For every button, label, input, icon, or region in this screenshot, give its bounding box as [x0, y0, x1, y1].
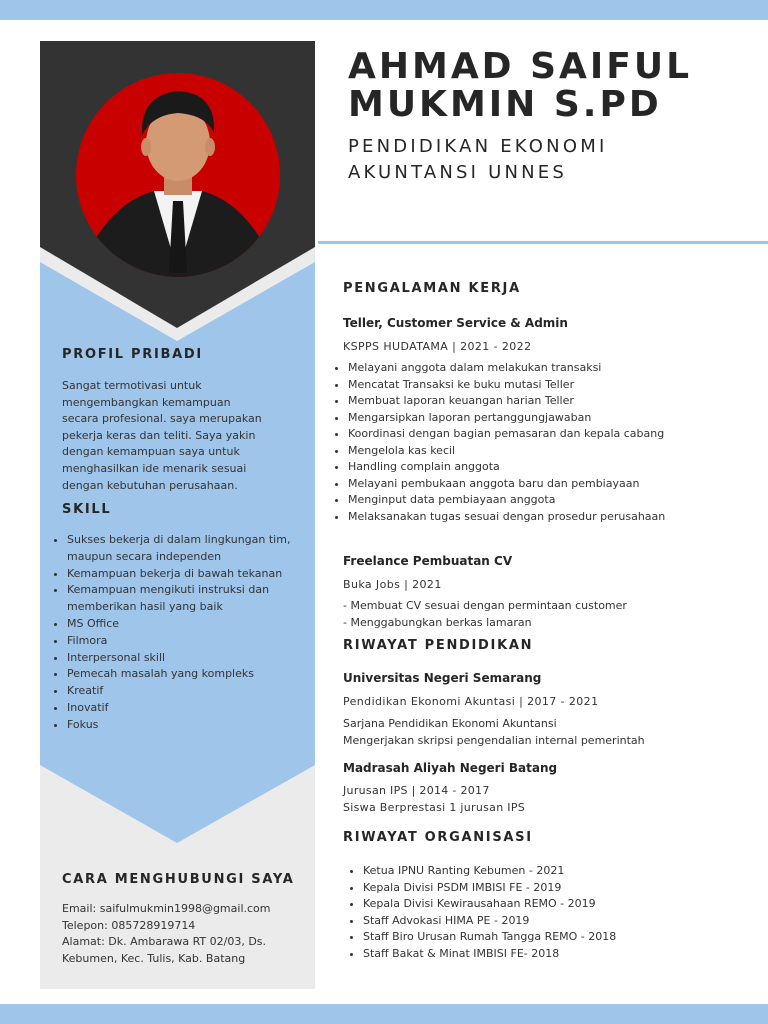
contact-email: Email: saifulmukmin1998@gmail.com — [62, 902, 271, 915]
top-accent-band — [0, 0, 768, 20]
skill-item: • Kemampuan mengikuti instruksi dan memberikan hasil yang baik — [67, 582, 337, 616]
job-title: Freelance Pembuatan CV — [343, 554, 513, 568]
experience-heading: PENGALAMAN KERJA — [343, 281, 521, 296]
job-duty-list — [326, 360, 758, 525]
school-details — [343, 783, 525, 816]
skill-item: • Sukses bekerja di dalam lingkungan tim, maupun secara independen — [67, 532, 337, 566]
skill-item: • Pemecah masalah yang kompleks — [67, 666, 337, 683]
contact-address-line: Alamat: Dk. Ambarawa RT 02/03, Ds. — [62, 935, 267, 948]
school-name: Madrasah Aliyah Negeri Batang — [343, 761, 558, 775]
school-detail-line: Siswa Berprestasi 1 jurusan IPS — [343, 800, 526, 814]
organization-item: • Staff Advokasi HIMA PE - 2019 — [363, 913, 768, 930]
profile-line: mengembangkan kemampuan — [62, 395, 231, 409]
full-name — [348, 48, 748, 124]
skill-item: • MS Office — [67, 616, 337, 633]
school-detail-line: Jurusan IPS | 2014 - 2017 — [343, 784, 490, 797]
organization-item: • Staff Bakat & Minat IMBISI FE- 2018 — [363, 946, 768, 963]
bottom-accent-band — [0, 1004, 768, 1024]
profile-line: Sangat termotivasi untuk — [62, 379, 202, 392]
header-divider — [318, 241, 768, 244]
name-line-2: MUKMIN S.PD — [348, 84, 662, 125]
job-description-line: - Menggabungkan berkas lamaran — [343, 615, 532, 629]
job-duty: • Menginput data pembiayaan anggota — [348, 492, 758, 509]
school-detail-line: Sarjana Pendidikan Ekonomi Akuntansi — [343, 717, 557, 730]
subtitle-line-1: PENDIDIKAN EKONOMI — [348, 136, 608, 157]
job-duty: • Melayani anggota dalam melakukan transaksi — [348, 360, 758, 377]
school-details — [343, 716, 645, 749]
contact-phone: Telepon: 085728919714 — [62, 918, 196, 932]
contact-heading: CARA MENGHUBUNGI SAYA — [62, 872, 295, 887]
skill-item: • Interpersonal skill — [67, 650, 337, 667]
education-heading: RIWAYAT PENDIDIKAN — [343, 638, 534, 653]
profile-line: dengan kemampuan saya untuk — [62, 445, 240, 459]
name-line-1: AHMAD SAIFUL — [348, 46, 693, 87]
job-title-subtitle — [348, 134, 748, 186]
organization-list — [341, 863, 768, 962]
job-meta: KSPPS HUDATAMA | 2021 - 2022 — [343, 340, 532, 353]
job-duty: • Membuat laporan keuangan harian Teller — [348, 393, 758, 410]
profile-heading: PROFIL PRIBADI — [62, 347, 203, 362]
contact-address-line: Kebumen, Kec. Tulis, Kab. Batang — [62, 951, 246, 965]
skill-item: • Filmora — [67, 633, 337, 650]
job-description — [343, 598, 627, 631]
skill-item: • Inovatif — [67, 700, 337, 717]
job-duty: • Koordinasi dengan bagian pemasaran dan kepala cabang — [348, 426, 758, 443]
skill-list — [44, 532, 337, 734]
organization-item: • Staff Biro Urusan Rumah Tangga REMO - 2018 — [363, 929, 768, 946]
profile-line: secara profesional. saya merupakan — [62, 412, 262, 426]
job-duty: • Mengelola kas kecil — [348, 443, 758, 460]
job-duty: • Melayani pembukaan anggota baru dan pembiayaan — [348, 476, 758, 493]
school-meta: Pendidikan Ekonomi Akuntasi | 2017 - 2021 — [343, 695, 599, 708]
skill-heading: SKILL — [62, 502, 112, 517]
organization-item: • Kepala Divisi Kewirausahaan REMO - 2019 — [363, 896, 768, 913]
school-detail-line: Mengerjakan skripsi pengendalian internal pemerintah — [343, 733, 645, 747]
skill-item: • Kemampuan bekerja di bawah tekanan — [67, 566, 337, 583]
profile-line: pekerja keras dan teliti. Saya yakin — [62, 428, 256, 442]
subtitle-line-2: AKUNTANSI UNNES — [348, 162, 568, 183]
organization-item: • Ketua IPNU Ranting Kebumen - 2021 — [363, 863, 768, 880]
job-duty: • Handling complain anggota — [348, 459, 758, 476]
organization-heading: RIWAYAT ORGANISASI — [343, 830, 533, 845]
organization-item: • Kepala Divisi PSDM IMBISI FE - 2019 — [363, 880, 768, 897]
profile-line: dengan kebutuhan perusahaan. — [62, 478, 238, 492]
profile-summary — [62, 378, 262, 494]
skill-item: • Kreatif — [67, 683, 337, 700]
skill-item: • Fokus — [67, 717, 337, 734]
contact-details — [62, 901, 270, 967]
job-title: Teller, Customer Service & Admin — [343, 316, 568, 330]
job-meta: Buka Jobs | 2021 — [343, 578, 442, 591]
school-name: Universitas Negeri Semarang — [343, 671, 542, 685]
job-duty: • Mengarsipkan laporan pertanggungjawaban — [348, 410, 758, 427]
job-duty: • Melaksanakan tugas sesuai dengan prosedur perusahaan — [348, 509, 758, 526]
profile-line: menghasilkan ide menarik sesuai — [62, 461, 247, 475]
job-description-line: - Membuat CV sesuai dengan permintaan customer — [343, 599, 627, 612]
profile-photo — [76, 73, 280, 277]
job-duty: • Mencatat Transaksi ke buku mutasi Teller — [348, 377, 758, 394]
